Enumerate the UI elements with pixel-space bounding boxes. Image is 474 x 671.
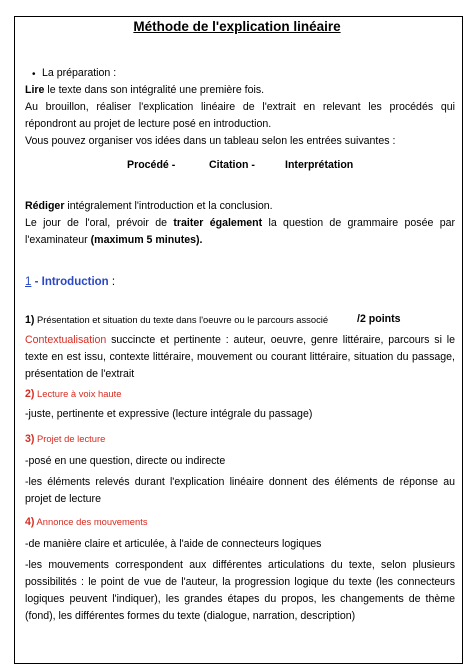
item4-description-2: -les mouvements correspondent aux différentes articulations du texte, selon plusieurs possibilités : le point de vue de l'auteur, la progression logique du texte (les connecteurs logiques peuvent l'indiquer), les grandes étapes du propos, les changements de thème (fond), les différentes formes du texte (dialogue, narration, description) bbox=[25, 559, 455, 622]
contextualisation-rest: succincte et pertinente : auteur, oeuvre, genre littéraire, parcours si le texte en est issu, contexte littéraire, mouvement ou courant littéraire, situation du passage, présentation de l'extrait bbox=[25, 334, 455, 380]
introduction-number: 1 bbox=[25, 276, 32, 288]
item3-label: Projet de lecture bbox=[34, 433, 106, 444]
introduction-colon: : bbox=[108, 276, 116, 288]
oral-bold2: (maximum 5 minutes). bbox=[90, 234, 203, 246]
brouillon-paragraph: Au brouillon, réaliser l'explication linéaire de l'extrait en relevant les procédés qui répondront au projet de lecture posé en introduction. bbox=[25, 101, 455, 130]
column-interpretation: Interprétation bbox=[285, 159, 354, 171]
item1-number: 1) bbox=[25, 314, 35, 326]
item3-heading bbox=[25, 430, 105, 448]
oral-part1: Le jour de l'oral, prévoir de bbox=[25, 217, 174, 229]
organiser-line: Vous pouvez organiser vos idées dans un tableau selon les entrées suivantes : bbox=[25, 135, 396, 147]
introduction-heading-text: - Introduction bbox=[31, 276, 109, 288]
rediger-rest: intégralement l'introduction et la conclusion. bbox=[64, 200, 273, 212]
contextualisation-label: Contextualisation bbox=[25, 334, 107, 346]
introduction-heading bbox=[25, 274, 115, 291]
item3-description-1: -posé en une question, directe ou indirecte bbox=[25, 455, 226, 467]
lire-bold: Lire bbox=[25, 84, 45, 96]
item2-description: -juste, pertinente et expressive (lecture intégrale du passage) bbox=[25, 408, 313, 420]
item1-text: Présentation et situation du texte dans l'oeuvre ou le parcours associé bbox=[34, 314, 329, 325]
item3-number: 3) bbox=[25, 433, 35, 445]
lire-rest: le texte dans son intégralité une première fois. bbox=[44, 84, 265, 96]
item2-heading bbox=[25, 385, 121, 403]
column-procede: Procédé - bbox=[127, 159, 176, 171]
rediger-bold: Rédiger bbox=[25, 200, 65, 212]
lire-line bbox=[25, 82, 264, 99]
item2-label: Lecture à voix haute bbox=[34, 388, 122, 399]
item4-heading bbox=[25, 513, 148, 531]
preparation-label: La préparation : bbox=[42, 67, 117, 79]
bullet-icon: • bbox=[32, 69, 36, 80]
item4-label: Annonce des mouvements bbox=[34, 516, 148, 527]
oral-paragraph bbox=[25, 215, 455, 249]
rediger-line bbox=[25, 198, 273, 215]
contextualisation-paragraph bbox=[25, 332, 455, 383]
oral-bold1: traiter également bbox=[173, 217, 263, 229]
item2-number: 2) bbox=[25, 388, 35, 400]
oral-part2: la question de grammaire posée par l'examinateur bbox=[25, 217, 456, 246]
item4-description-1: -de manière claire et articulée, à l'aide de connecteurs logiques bbox=[25, 538, 322, 550]
page-title: Méthode de l'explication linéaire bbox=[133, 19, 341, 34]
item1-line bbox=[25, 311, 328, 329]
item1-points: /2 points bbox=[357, 313, 401, 325]
item3-description-2: -les éléments relevés durant l'explication linéaire donnent des éléments de réponse au projet de lecture bbox=[25, 476, 455, 505]
item4-number: 4) bbox=[25, 516, 35, 528]
column-citation: Citation - bbox=[209, 159, 255, 171]
